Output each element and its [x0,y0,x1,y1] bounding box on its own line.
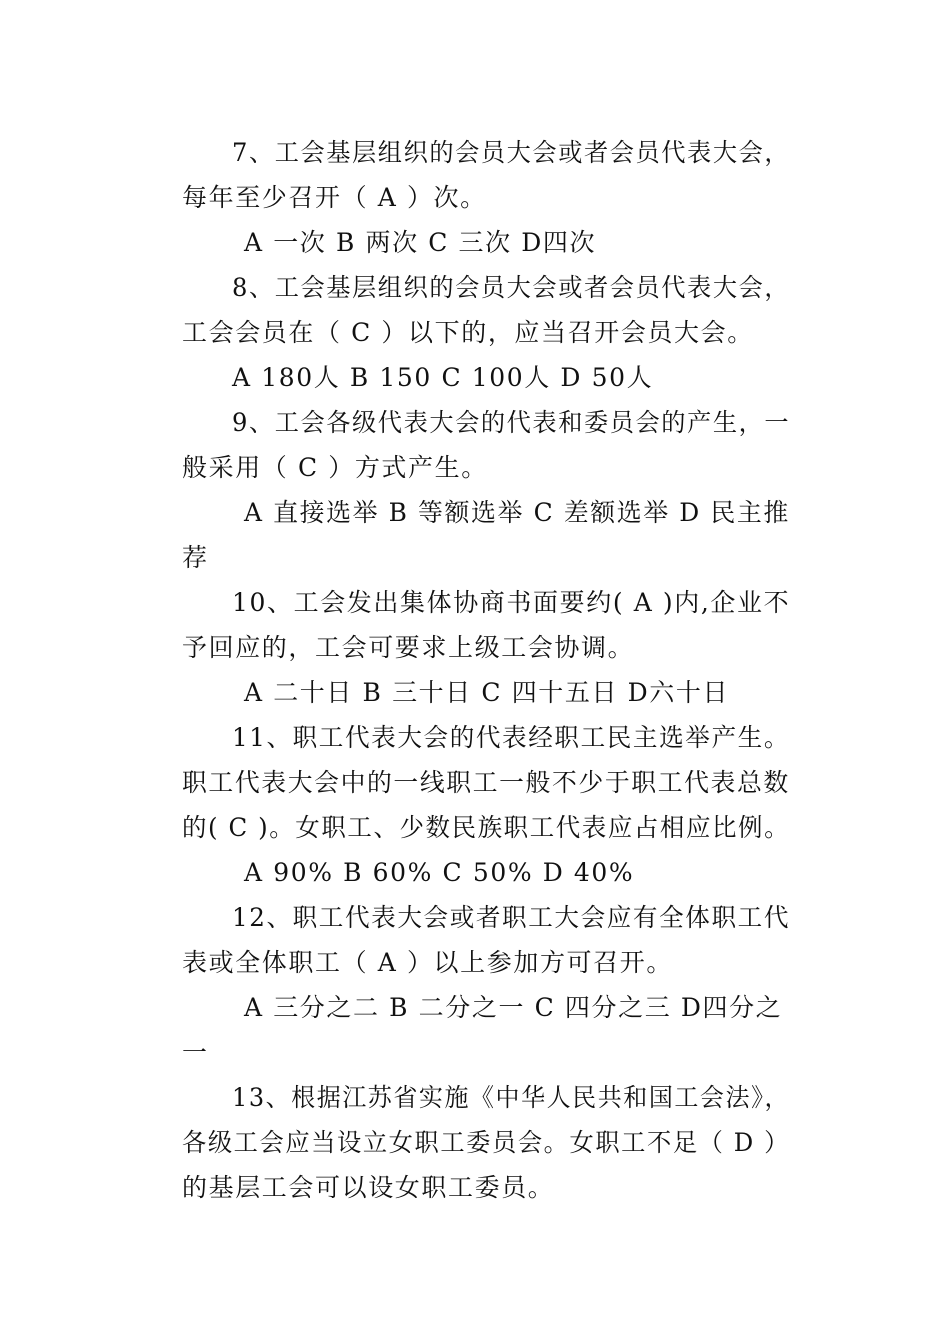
q7-text-line-1: 7、工会基层组织的会员大会或者会员代表大会， [232,138,791,167]
q10-options: A 二十日 B 三十日 C 四十五日 D六十日 [244,678,730,707]
q8-options: A 180人 B 150 C 100人 D 50人 [232,363,654,392]
q10-text-line-2: 予回应的，工会可要求上级工会协调。 [182,633,635,662]
q12-text-line-1: 12、职工代表大会或者职工大会应有全体职工代 [232,903,791,932]
q9-options-line-2: 荐 [182,543,209,572]
q12-options-line-2: 一 [182,1038,209,1067]
q9-text-line-2: 般采用（ C ）方式产生。 [182,453,488,482]
q11-text-line-3: 的( C )。女职工、少数民族职工代表应占相应比例。 [182,813,791,842]
q13-text-line-1: 13、根据江苏省实施《中华人民共和国工会法》， [232,1083,791,1112]
q11-options: A 90% B 60% C 50% D 40% [244,858,635,887]
q7-text-line-2: 每年至少召开（ A ）次。 [182,183,487,212]
q8-text-line-2: 工会会员在（ C ）以下的，应当召开会员大会。 [182,318,754,347]
q12-options-line-1: A 三分之二 B 二分之一 C 四分之三 D四分之 [244,993,783,1022]
q9-options-line-1: A 直接选举 B 等额选举 C 差额选举 D 民主推 [244,498,790,527]
q11-text-line-2: 职工代表大会中的一线职工一般不少于职工代表总数 [182,768,790,797]
q13-text-line-3: 的基层工会可以设女职工委员。 [182,1173,555,1202]
q9-text-line-1: 9、工会各级代表大会的代表和委员会的产生，一 [232,408,791,437]
q12-text-line-2: 表或全体职工（ A ）以上参加方可召开。 [182,948,673,977]
q13-text-line-2: 各级工会应当设立女职工委员会。女职工不足（ D ） [182,1128,790,1157]
q10-text-line-1: 10、工会发出集体协商书面要约( A )内,企业不 [232,588,791,617]
q7-options: A 一次 B 两次 C 三次 D四次 [244,228,597,257]
q11-text-line-1: 11、职工代表大会的代表经职工民主选举产生。 [232,723,791,752]
q8-text-line-1: 8、工会基层组织的会员大会或者会员代表大会， [232,273,791,302]
